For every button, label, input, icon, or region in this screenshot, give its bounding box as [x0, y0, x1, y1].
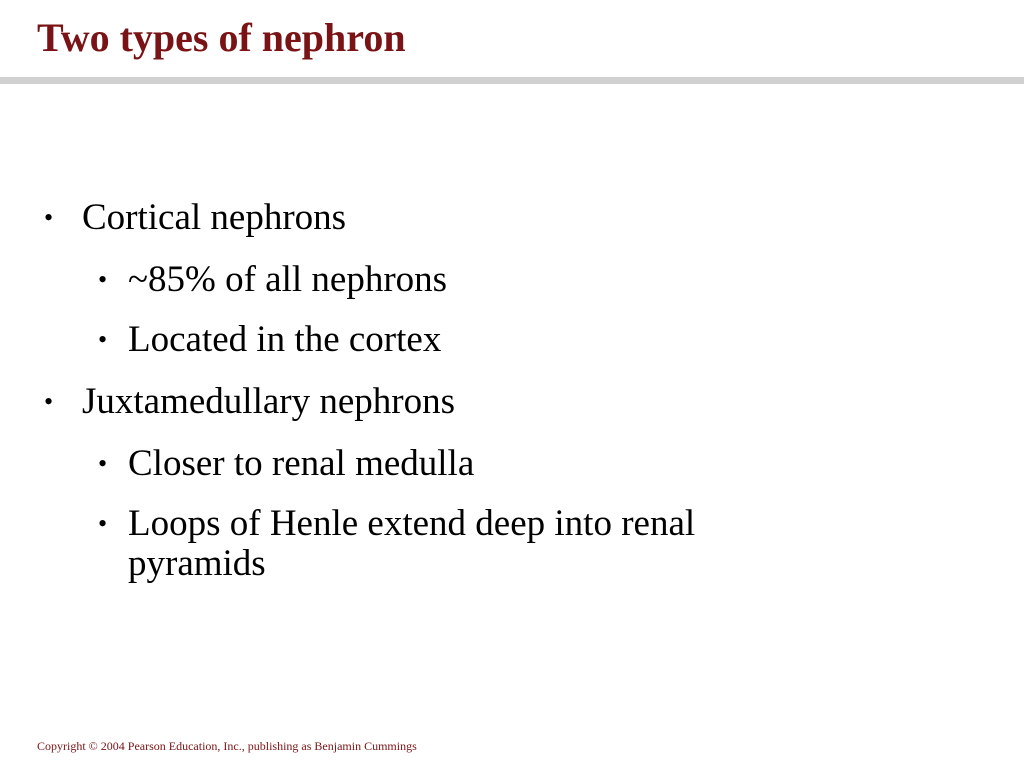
bullet-dot-icon: •: [44, 387, 54, 416]
bullet-dot-icon: •: [98, 265, 108, 294]
bullet-dot-icon: •: [44, 203, 54, 232]
bullet-dot-icon: •: [98, 509, 108, 538]
bullet-list: [0, 196, 1024, 604]
title-divider: [0, 77, 1024, 84]
bullet-dot-icon: •: [98, 325, 108, 354]
subbullet-text: Loops of Henle extend deep into renal pyramids: [128, 503, 696, 584]
bullet-cortical-nephrons: [0, 196, 1024, 240]
subbullet-percent-nephrons: [0, 260, 828, 300]
subbullet-closer-medulla: [0, 444, 828, 484]
subbullet-text: ~85% of all nephrons: [128, 259, 448, 300]
slide-title: Two types of nephron: [37, 15, 406, 60]
subbullet-text: Located in the cortex: [128, 319, 442, 360]
bullet-juxtamedullary-nephrons: [0, 380, 1024, 424]
bullet-text: Cortical nephrons: [82, 197, 347, 238]
bullet-text: Juxtamedullary nephrons: [82, 381, 455, 422]
subbullet-located-cortex: [0, 320, 828, 360]
subbullet-text: Closer to renal medulla: [128, 443, 475, 484]
copyright-footer: Copyright © 2004 Pearson Education, Inc., publishing as Benjamin Cummings: [37, 739, 417, 753]
bullet-dot-icon: •: [98, 449, 108, 478]
subbullet-loops-henle: [0, 504, 828, 584]
